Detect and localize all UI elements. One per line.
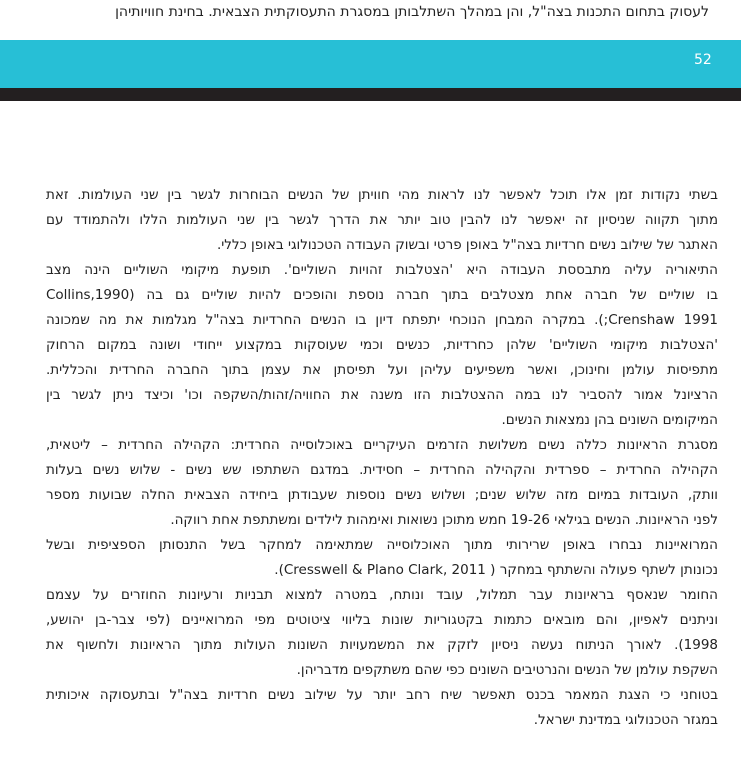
text-line: המיקומים השונים בהן נמצאות הנשים. [501, 412, 718, 428]
header-divider-bar [0, 88, 741, 101]
paragraph-1 [46, 183, 718, 258]
text-line: הרציונל אמור להסביר לנו במה ההצטלבות הזו משנה את החוויה/זהות/השקפה וכו' וכיצד ניתן לגשר בין [46, 387, 718, 403]
text-line: במגזר הטכנולוגי במדינת ישראל. [533, 712, 718, 728]
page-number: 52 [694, 52, 712, 68]
text-line: 'הצטלבות מיקומי השוליים' שלהן כחרדיות, כנשים וכמי שעוסקות במקצוע ייחודי ושונה במקום הרחוק [46, 337, 718, 353]
text-line: 1998). לאורך הניתוח נעשה ניסיון לזקק את המשמעויות השונות העולות מתוך הראיונות ולחשוף את [46, 637, 718, 653]
text-line: נכונותן לשתף פעולה והשתתף במחקר ( Cresswell & Plano Clark, 2011). [274, 562, 718, 578]
paragraph-2 [46, 258, 718, 433]
text-line: מסגרת הראיונות כללה נשים משלושת הזרמים העיקריים באוכלוסייה החרדית: הקהילה החרדית – ליטאית, [46, 437, 718, 453]
text-line: לפני הראיונות. הנשים בגילאי 19-26 חמש מתוכן נשואות ואימהות לילדים ומשתתפת אחת רווקה. [170, 512, 718, 528]
text-line: בשתי נקודות זמן אלו תוכל לאפשר לנו לראות מהי חוויתן של הנשים הבוחרות לגשר בין שני העולמות. זאת [46, 187, 718, 203]
text-line: בו שוליים של חברה אחת מצטלבים בתוך חברה נוספת והופכים להיות שוליים גם בה (Collins,1990 [46, 287, 718, 303]
text-line: הקהילה החרדית – ספרדית והקהילה החרדית – חסידית. במדגם השתתפו שש נשים - שלוש נשים בעלות [46, 462, 718, 478]
text-line: בטוחני כי הצגת המאמר בכנס תאפשר שיח רחב יותר על שילוב נשים חרדיות בצה"ל ובתעסוקה איכותית [46, 687, 718, 703]
text-line: השקפת עולמן של הנשים והנרטיבים השונים כפי שהם משתקפים מדבריהן. [296, 662, 718, 678]
article-body [46, 183, 718, 733]
paragraph-3 [46, 433, 718, 533]
text-line: מתפיסות עולמן וחינוכן, ואשר משפיעים עליהן ועל תפיסתן את עצמן בתוך החברה החרדית והכללית. [46, 362, 718, 378]
text-line: וותק, העובדות במיום מזה שלוש שנים; ושלוש נשים נוספות שעבודתן ביחידה הצבאית החלה שבועות מספר [46, 487, 718, 503]
text-line: התיאוריה עליה מתבססת העבודה היא 'הצטלבות זהויות השוליים'. תופעת מיקומי השוליים הינה מצב [46, 262, 718, 278]
text-line: וניתנים לאפיון, והם מובאים כתמות בקטגוריות שונות בליווי ציטוטים מפי המרואיינים (לפי צבר-בן יהושע, [46, 612, 718, 628]
text-line: החומר שנאסף בראיונות עבר תמלול, עובד ונותח, במטרה למצוא תבניות ורעיונות החוזרים על עצמם [46, 587, 718, 603]
paragraph-6 [46, 683, 718, 733]
text-line: Crenshaw 1991;). במקרה המבחן הנוכחי יתפתח דיון בו הנשים החרדיות בצה"ל מגלמות את מה שמכונה [46, 312, 718, 328]
previous-page-text [0, 0, 741, 40]
text-line: האתגר של שילוב נשים חרדיות בצה"ל באופן פרטי ובשוק העבודה הטכנולוגי באופן כללי. [216, 237, 718, 253]
text-line: המרואיינות נבחרו באופן שרירותי מתוך האוכלוסייה שמתאימה למחקר בשל התנסותן הספציפית ובשל [46, 537, 718, 553]
text-line: מתוך תקווה שניסיון זה יאפשר לנו להבין טוב יותר את הדרך לגשר בין שני העולמות הללו ולהתמודד עם [46, 212, 718, 228]
previous-page-line: לעסוק בתחום התכנות בצה"ל, והן במהלך השתלבותן במסגרת התעסוקתית הצבאית. בחינת חוויותיהן [115, 4, 709, 20]
page-header-band [0, 40, 741, 88]
paragraph-5 [46, 583, 718, 683]
paragraph-4 [46, 533, 718, 583]
